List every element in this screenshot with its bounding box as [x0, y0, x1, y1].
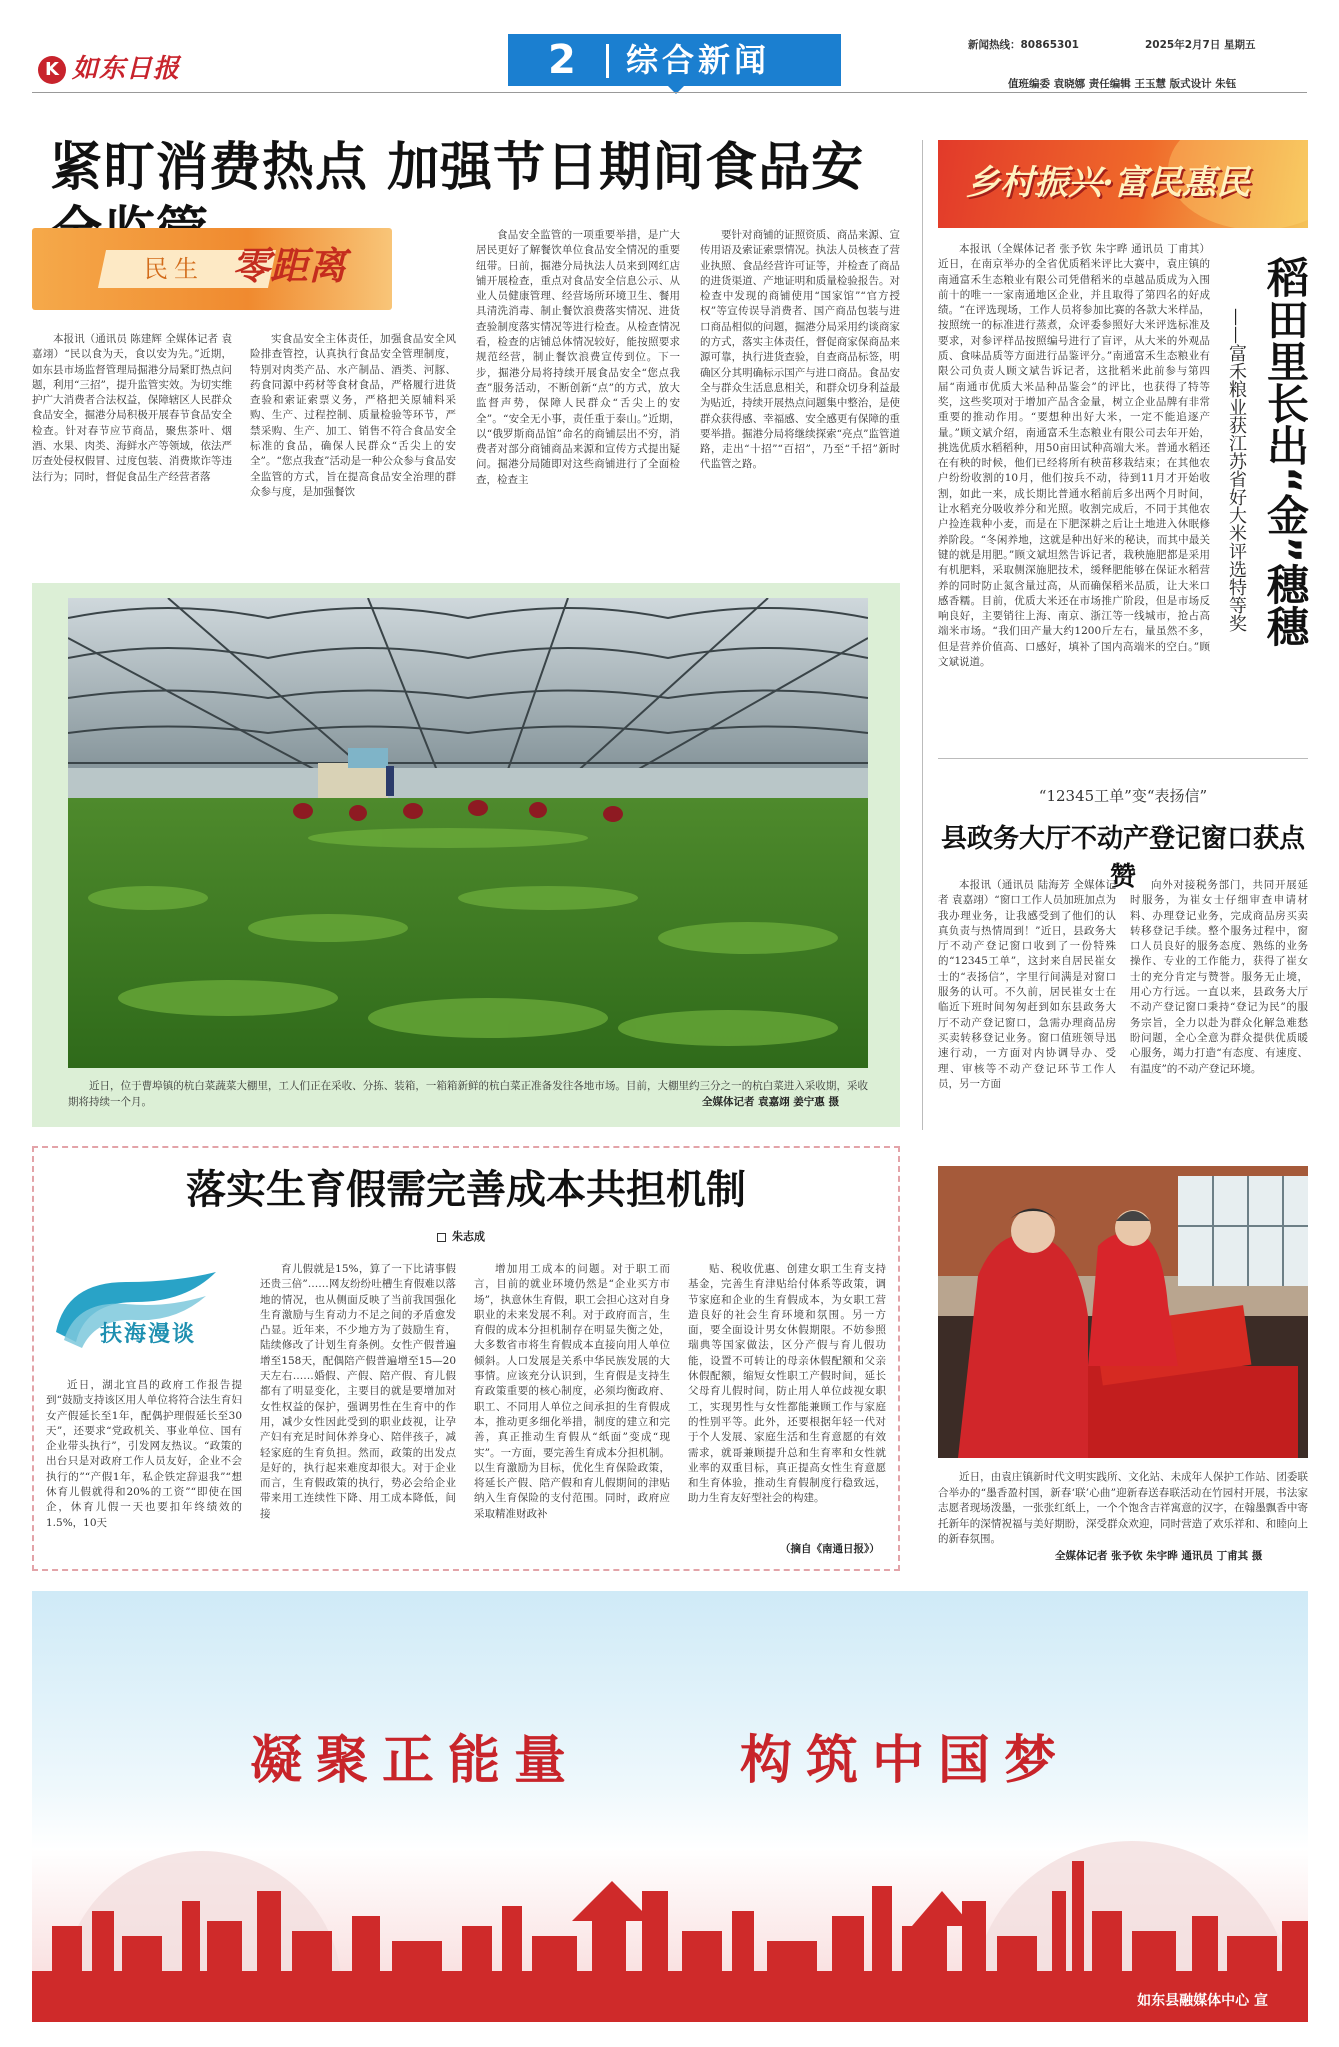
hotline-col2 [1130, 878, 1308, 1126]
opinion-col3 [474, 1262, 670, 1558]
photo2-caption [938, 1470, 1308, 1548]
column-logo-text-a: 民生 [144, 255, 204, 283]
article1-col1 [32, 332, 232, 512]
rural-banner [938, 140, 1308, 228]
calligraphy-illustration [938, 1166, 1308, 1458]
opinion-col3-text: 增加用工成本的问题。对于职工而言，目前的就业环境仍然是“企业买方市场”，执意休生育假，职工会担心这对自身职业的未来发展不利。对于政府而言，生育假的成本分担机制存在明显失衡之处，大多数省市将生育假成本直接向用人单位倾斜。人口发展是关系中华民族发展的大事情。应该充分认识到，生育假是支持生育政策重要的核心制度，必须均衡政府、职工、不同用人单位之间承担的生育假成本，推动更多细化举措，制度的建立和完善，真正推动生育假从“纸面”变成“现实”。一方面，要完善生育成本分担机制。以生育激励为目标，优化生育保险政策，将延长产假、陪产假和育儿假期间的津贴纳入生育保险的支付范围。同时，政府应采取精准财政补 [474, 1263, 670, 1520]
article1-headline: 紧盯消费热点 加强节日期间食品安 [50, 138, 865, 198]
editors-line: 值班编委 袁晓娜 责任编辑 王玉慧 版式设计 朱钰 [1008, 78, 1237, 90]
opinion-column-logo-text: 扶海漫谈 [100, 1322, 197, 1347]
photo2-credit: 全媒体记者 张予钦 朱宇晔 通讯员 丁甫其 摄 [1055, 1550, 1263, 1562]
opinion-headline: 落实生育假需完善成本共担机制 [186, 1167, 746, 1213]
calligraphy-photo [938, 1166, 1308, 1458]
page-number: 2 [548, 37, 576, 83]
opinion-col2 [260, 1262, 456, 1558]
photo1-caption-text: 近日，位于曹埠镇的杭白菜蔬菜大棚里，工人们正在采收、分拣、装箱，一箱箱新鲜的杭白菜正准备发往各地市场。目前，大棚里约三分之一的杭白菜进入采收期，采收期将持续一个月。 [68, 1080, 868, 1108]
rural-headline: 稻田里长出“金”穗穗 [1261, 256, 1310, 648]
hotline-col1-text: 本报讯（通讯员 陆海芳 全媒体记者 袁嘉翊）“窗口工作人员加班加点为我办理业务，让我感受到了他们的认真负责与热情周到！”近日，县政务大厅不动产登记窗口收到了一份特殊的“12345工单”，这封来自居民崔女士的“表扬信”，字里行间满是对窗口服务的认可。不久前，居民崔女士在临近下班时间匆匆赶到如东县政务大厅不动产登记窗口，急需办理商品房买卖转移登记业务。窗口值班领导迅速行动，一方面对内协调导办、受理、审核等不动产登记环节工作人员，另一方面 [938, 879, 1116, 1090]
rural-body [938, 242, 1210, 747]
ad-decoration [32, 1591, 1308, 2022]
opinion-column-logo [46, 1262, 226, 1362]
rural-vertical-rule [922, 140, 923, 1130]
rural-subheadline: ——富禾粮业获江苏省好大米评选特等奖 [1226, 308, 1247, 632]
ad-slogan-right: 构筑中国梦 [740, 1730, 1071, 1791]
logo-icon: K [38, 56, 66, 84]
article1-col4 [700, 228, 900, 512]
ad-footer: 如东县融媒体中心 宣 [1137, 1993, 1268, 2009]
article1-col4-text: 要针对商铺的证照资质、商品来源、宣传用语及索证索票情况。执法人员核查了营业执照、食品经营许可证等，并检查了商品的进货渠道、产地证明和质量检验报告。对检查中发现的商铺使用“国家馆”“官方授权”等宣传误导消费者、国产商品包装与进口商品相似的问题，掘港分局采用约谈商家的方式，落实主体责任，督促商家保商品来源可靠，执行进货查验，自查商品标签，明确区分其明确标示国产与进口商品。食品安全与群众生活息息相关，和群众切身利益最为贴近，持续开展热点问题集中整治，是使群众获得感、幸福感、安全感更有保障的重要举措。掘港分局将继续探索“亮点”监管道路，走出“十招”“百招”，乃至“千招”新时代监管之路。 [700, 229, 900, 471]
rural-bottom-rule [938, 758, 1308, 759]
hotline-col1 [938, 878, 1116, 1126]
hotline-headline: 县政务大厅不动产登记窗口获点赞 [940, 824, 1305, 892]
opinion-col1 [46, 1378, 242, 1558]
opinion-col4 [688, 1262, 886, 1540]
hotline-col2-text: 向外对接税务部门，共同开展延时服务，为崔女士仔细审查申请材料、办理登记业务，完成商品房买卖转移登记手续。整个服务过程中，窗口人员良好的服务态度、熟练的业务操作、专业的工作能力，获得了崔女士的充分肯定与赞誉。服务无止境，用心方行远。一直以来，县政务大厅不动产登记窗口秉持“登记为民”的服务宗旨，全力以赴为群众化解急难愁盼问题，全心全意为群众提供优质暖心服务，竭力打造“有态度、有速度、有温度”的不动产登记环境。 [1130, 879, 1308, 1075]
article1-col2-text: 实食品安全主体责任，加强食品安全风险排查管控，认真执行食品安全管理制度，特别对肉类产品、水产制品、酒类、河豚、药食同源中药材等食材食品，严格履行进货查验和索证索票义务，严格把关原辅料采购、生产、过程控制、质量检验等环节，严禁采购、生产、加工、销售不符合食品安全标准的食品，确保人民群众“舌尖上的安全”。“您点我查”活动是一种公众参与食品安全监管的方式，旨在提高食品安全治理的群众参与度，是加强餐饮 [250, 333, 456, 498]
photo2-caption-text: 近日，由袁庄镇新时代文明实践所、文化站、未成年人保护工作站、团委联合举办的“墨香盈村国，新春‘联’心曲”迎新春送春联活动在竹园村开展，书法家志愿者现场泼墨，一张张红纸上，一个个饱含吉祥寓意的汉字，在翰墨飘香中寄托新年的深情祝福与美好期盼，深受群众欢迎，同时营造了欢乐祥和、和睦向上的新春氛围。 [938, 1471, 1308, 1545]
article1-col1-text: 本报讯（通讯员 陈建辉 全媒体记者 袁嘉翊）“民以食为天，食以安为先。”近期，如东县市场监督管理局掘港分局紧盯热点问题，利用“三招”，提升监管实效。为切实维护广大消费者合法权益，保障辖区人民群众食品安全，掘港分局积极开展春节食品安全检查。针对春节应节商品，聚焦茶叶、烟酒、水果、肉类、海鲜水产等领域，依法严厉查处侵权假冒、过度包装、消费欺诈等违法行为；同时，督促食品生产经营者落 [32, 333, 232, 483]
opinion-byline-box [437, 1233, 446, 1242]
hotline-kicker: “12345工单”变“表扬信” [1038, 787, 1208, 805]
hotline: 新闻热线：80865301 [968, 39, 1079, 51]
photo1-credit: 全媒体记者 袁嘉翊 姜宁惠 摄 [702, 1096, 839, 1108]
section-name: 综合新闻 [626, 41, 771, 79]
greenhouse-illustration [68, 598, 868, 1068]
column-logo-minsheng [32, 228, 392, 310]
ad-banner [32, 1591, 1308, 2022]
masthead [0, 0, 1339, 92]
section-divider [606, 44, 609, 78]
article1-col3-text: 食品安全监管的一项重要举措，是广大居民更好了解餐饮单位食品安全情况的重要纽带。日前，掘港分局执法人员来到网红店铺开展检查，重点对食品安全信息公示、从业人员健康管理、经营场所环境卫生、餐用具清洗消毒、制止餐饮浪费落实情况、进货查验制度落实情况等进行检查。从检查情况看，检查的店铺总体情况较好，能按照要求规范经营，制止餐饮浪费宣传到位。下一步，掘港分局将持续开展食品安全“您点我查”服务活动，不断创新“点”的方式，放大监督声势，保障人民群众“舌尖上的安全”。“安全无小事，责任重于泰山。”近期，以“俄罗斯商品馆”命名的商铺层出不穷，消费者对部分商铺商品来源和宣传方式提出疑问。掘港分局随即对这些商铺进行了全面检查，检查主 [476, 229, 680, 486]
greenhouse-photo [68, 598, 868, 1068]
issue-date: 2025年2月7日 星期五 [1145, 39, 1256, 51]
ad-slogan-left: 凝聚正能量 [250, 1730, 581, 1791]
opinion-col2-text: 育儿假就是15%，算了一下比请事假还贵三倍”……网友纷纷吐槽生育假难以落地的情况，也从侧面反映了当前我国强化生育激励与生育动力不足之间的矛盾愈发凸显。近年来，不少地方为了鼓励生育，陆续修改了计划生育条例。女性产假普遍增至158天，配偶陪产假普遍增至15—20天左右……婚假、产假、陪产假、育儿假都有了明显变化，主要目的就是要增加对女性权益的保护，强调男性在生育中的作用，减少女性因此受到的职业歧视，让孕产妇有充足时间休养身心、陪伴孩子，减轻家庭的生育负担。然而，政策的出发点是好的，执行起来难度却很大。对于企业而言，生育假政策的执行，势必会给企业带来用工连续性下降、用工成本降低，间接 [260, 1263, 456, 1520]
article1-col2 [250, 332, 456, 512]
newspaper-logo: 如东日报 [72, 54, 181, 84]
rural-body-text: 本报讯（全媒体记者 张予钦 朱宇晔 通讯员 丁甫其）近日，在南京举办的全省优质稻米评比大赛中，袁庄镇的南通富禾生态粮业有限公司凭借稻米的卓越品质成为入围前十的唯一一家南通地区企业，并且取得了第四名的好成绩。“在评选现场，工作人员将参加比赛的各款大米样品，按照统一的标准进行蒸煮，众评委参照好大米评选标准及要求，对参评样品按照编号进行了盲评，从大米的外观品质、食味品质等方面进行品鉴评分。”南通富禾生态粮业有限公司负责人顾文斌告诉记者，这批稻米此前参与第四届“南通市优质大米品种品鉴会”的评比，也获得了特等奖，这些奖项对于增加产品含金量，树立企业品牌有非常重要的推动作用。“要想种出好大米，一定不能追逐产量。”顾文斌介绍，南通富禾生态粮业有限公司去年开始，挑选优质水稻稻种，用50亩田试种高端大米。普通水稻还在有秧的时候，他们已经将所有秧苗移栽结束；在其他农户纷纷收割的10月，他们按兵不动，待到11月才开始收割，如此一来，成长期比普通水稻前后多出两个月时间，让水稻充分吸收养分和光照。收割完成后，不同于其他农户捡连栽种小麦，而是在下肥深耕之后让土地进入休眠修养阶段。“冬闲养地，这就是种出好米的秘诀，而其中最关键的就是用肥。”顾文斌坦然告诉记者，栽秧施肥都是采用有机肥料，采取侧深施肥技术，缓释肥能够在保证水稻营养的同时防止氮含量过高，从而确保稻米品质，让大米口感香糯。目前，优质大米还在市场推广阶段，但是市场反响良好，主要销往上海、南京、浙江等一线城市，抢占高端米市场。“我们田产量大约1200斤左右，量虽然不多，但是营养价值高、口感好，填补了国内高端米的空白。”顾文斌说道。 [938, 243, 1210, 669]
masthead-rule [32, 92, 1307, 93]
opinion-col4-text: 贴、税收优惠、创建女职工生育支持基金，完善生育津贴给付体系等政策，调节家庭和企业的生育假成本，为女职工营造良好的社会生育环境和氛围。另一方面，要全面设计男女休假期限。不妨参照瑞典等国家做法，区分产假与育儿假功能，设置不可转让的母亲休假配额和父亲休假配额，缩短女性职工产假时间，延长父母育儿假时间，防止用人单位歧视女职工，实现男性与女性都能兼顾工作与家庭的性别平等。此外，还要根据年轻一代对于个人发展、家庭生活和生育意愿的有效需求，就哥兼顾提升总和生育率和女性就业率的双重目标，真正提高女性生育意愿和生育体验，推动生育假制度行稳致远，助力生育友好型社会的构建。 [688, 1263, 886, 1505]
opinion-source: （摘自《南通日报》） [780, 1543, 880, 1555]
article1-col3 [476, 228, 680, 512]
opinion-col1-text: 近日，湖北宜昌的政府工作报告提到“鼓励支持该区用人单位将符合法生育妇女产假延长至1年，配偶护理假延长至30天”，还要求“党政机关、事业单位、国有企业带头执行”，引发网友热议。“政策的出台只是对政府工作人员友好，企业不会执行的”“产假1年，私企铁定辞退我”“想休育儿假就得和20%的工资”“即使在国企，休育儿假一天也要扣年终绩效的1.5%，10天 [46, 1379, 242, 1529]
rural-banner-text: 乡村振兴·富民惠民 [966, 163, 1250, 203]
opinion-byline: 朱志成 [452, 1230, 485, 1243]
column-logo-text-b: 零距离 [232, 243, 347, 288]
